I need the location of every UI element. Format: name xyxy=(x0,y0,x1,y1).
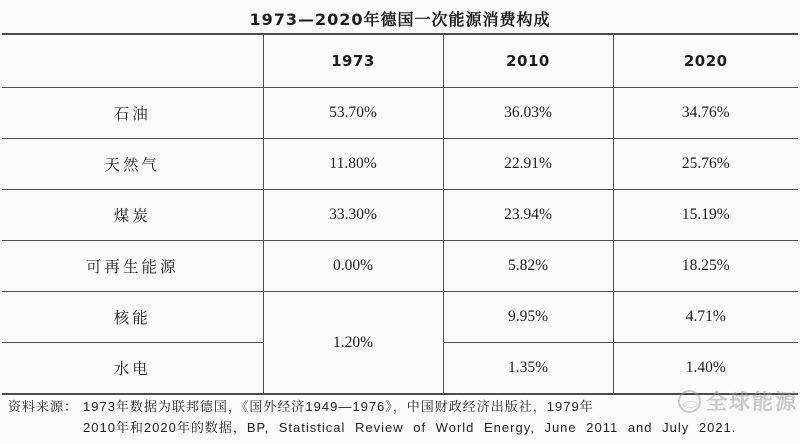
cell-gas-1973: 11.80% xyxy=(263,139,443,190)
cell-nuclear-hydro-1973-merged: 1.20% xyxy=(263,292,443,395)
source-note-line2: 2010年和2020年的数据，BP, Statistical Review of World Energy, June 2011 and July 2021. xyxy=(83,420,737,435)
row-label-nuclear: 核能 xyxy=(2,292,263,343)
cell-gas-2020: 25.76% xyxy=(613,139,798,190)
cell-renewables-2010: 5.82% xyxy=(443,241,613,292)
source-note-label: 资料来源： xyxy=(8,399,79,414)
row-label-hydro: 水电 xyxy=(2,343,263,395)
cell-coal-2010: 23.94% xyxy=(443,190,613,241)
source-note-text xyxy=(83,396,736,438)
cell-renewables-1973: 0.00% xyxy=(263,241,443,292)
cell-nuclear-2010: 9.95% xyxy=(443,292,613,343)
cell-renewables-2020: 18.25% xyxy=(613,241,798,292)
header-empty-cell xyxy=(2,34,263,88)
cell-hydro-2020: 1.40% xyxy=(613,343,798,395)
cell-hydro-2010: 1.35% xyxy=(443,343,613,395)
cell-oil-1973: 53.70% xyxy=(263,88,443,139)
figure-title: 1973—2020年德国一次能源消费构成 xyxy=(249,10,551,29)
col-header-2010: 2010 xyxy=(443,34,613,88)
table-row-oil xyxy=(2,88,798,139)
cell-nuclear-2020: 4.71% xyxy=(613,292,798,343)
col-header-2020: 2020 xyxy=(613,34,798,88)
energy-consumption-table xyxy=(2,33,798,395)
cell-gas-2010: 22.91% xyxy=(443,139,613,190)
table-row-renewables xyxy=(2,241,798,292)
cell-oil-2020: 34.76% xyxy=(613,88,798,139)
row-label-natural-gas: 天然气 xyxy=(2,139,263,190)
cell-coal-1973: 33.30% xyxy=(263,190,443,241)
watermark-text: 全球能源 xyxy=(706,390,798,414)
col-header-1973: 1973 xyxy=(263,34,443,88)
row-label-oil: 石油 xyxy=(2,88,263,139)
header-row xyxy=(2,34,798,88)
cell-coal-2020: 15.19% xyxy=(613,190,798,241)
row-label-renewables: 可再生能源 xyxy=(2,241,263,292)
table-row-coal xyxy=(2,190,798,241)
source-note-line1: 1973年数据为联邦德国，《国外经济1949—1976》，中国财政经济出版社，1979年 xyxy=(83,399,594,414)
source-note xyxy=(8,396,798,438)
cell-oil-2010: 36.03% xyxy=(443,88,613,139)
row-label-coal: 煤炭 xyxy=(2,190,263,241)
table-row-natural-gas xyxy=(2,139,798,190)
table-row-nuclear xyxy=(2,292,798,343)
